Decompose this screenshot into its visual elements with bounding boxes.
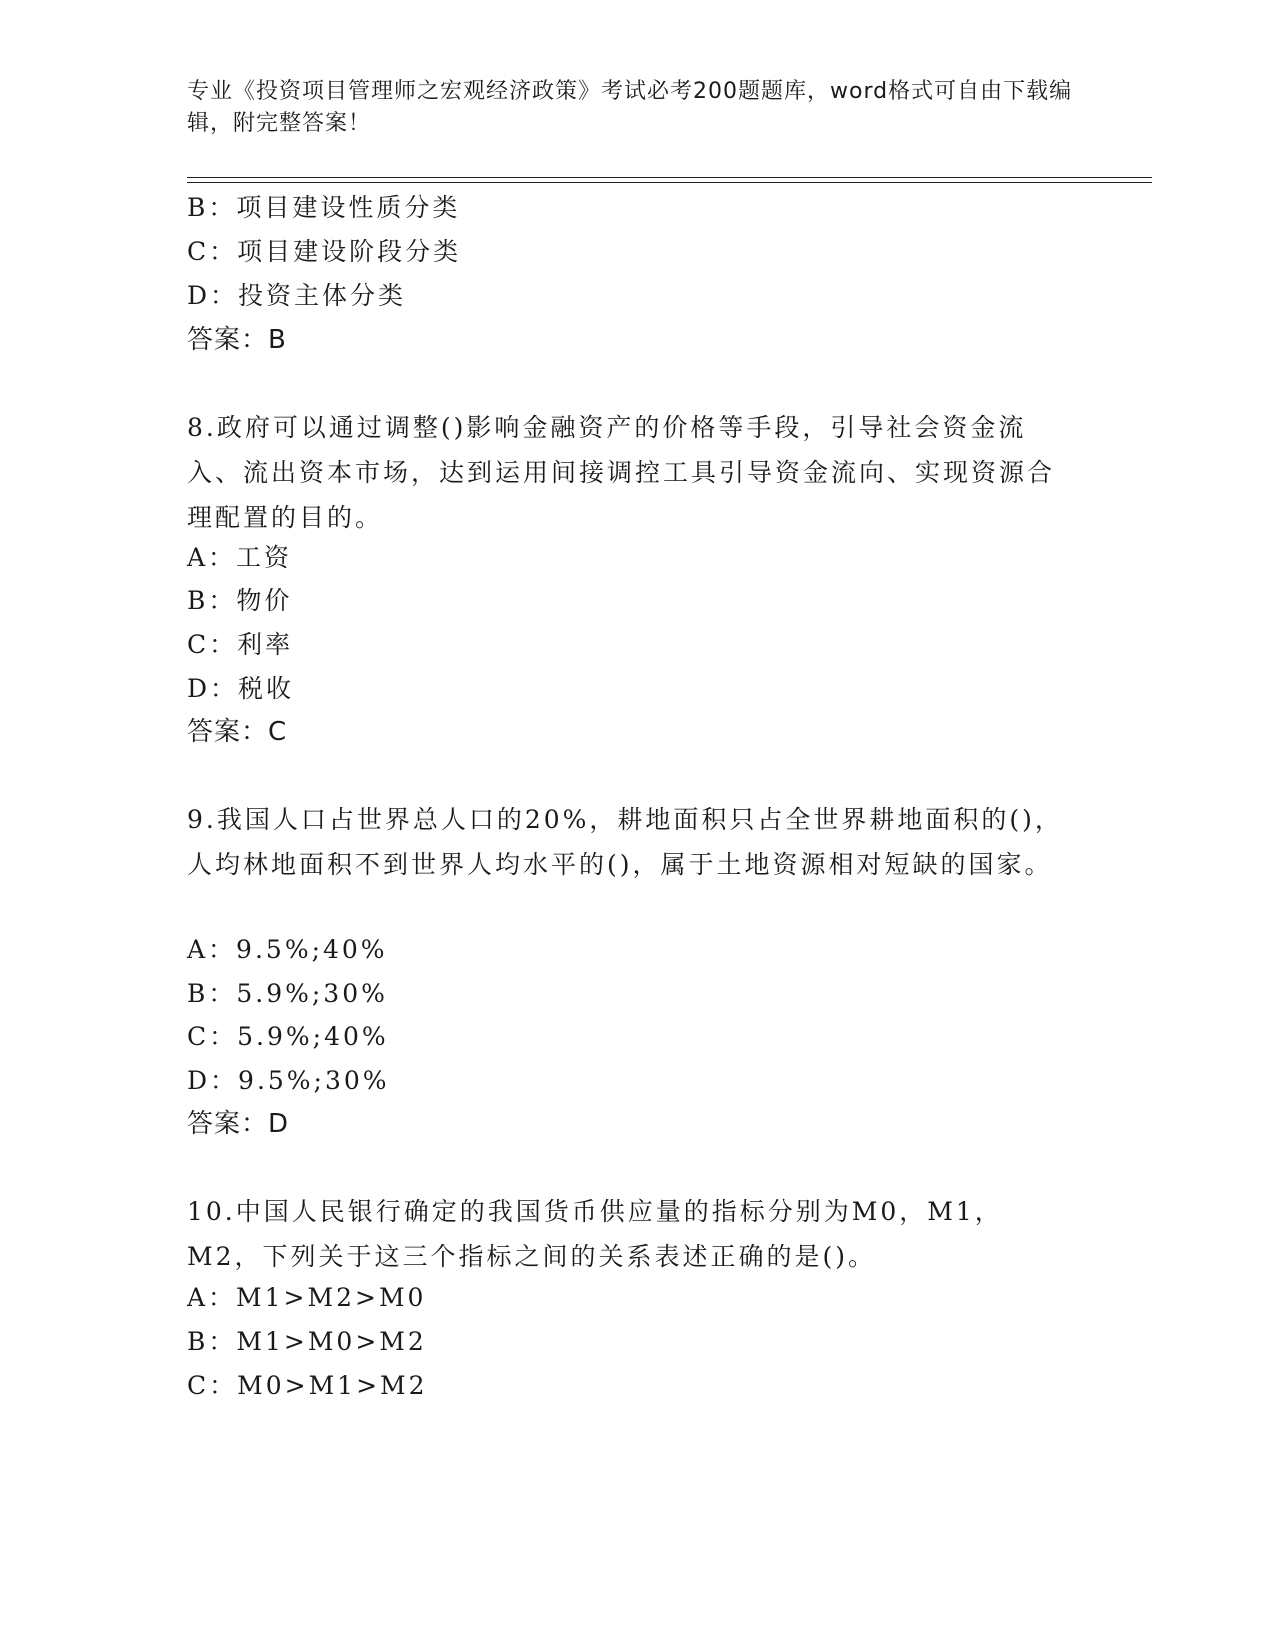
q7-option-d: D：投资主体分类	[187, 281, 407, 310]
header-rule-top	[187, 177, 1152, 178]
q9-answer: 答案：D	[187, 1109, 290, 1139]
q7-answer: 答案：B	[187, 325, 287, 355]
q8-option-b: B：物价	[187, 586, 293, 615]
q9-option-b: B：5.9%;30%	[187, 979, 388, 1008]
q9-option-c: C：5.9%;40%	[187, 1022, 389, 1051]
q10-option-c: C：M0>M1>M2	[187, 1371, 428, 1400]
q9-option-a: A：9.5%;40%	[187, 935, 388, 964]
q9-stem: 9.我国人口占世界总人口的20%，耕地面积只占全世界耕地面积的()，人均林地面积不到世界人均水平的()，属于土地资源相对短缺的国家。	[187, 805, 1063, 879]
q8-option-c: C：利率	[187, 630, 294, 659]
header-rule-bottom	[187, 182, 1152, 183]
q7-option-b: B：项目建设性质分类	[187, 193, 461, 222]
q8-option-a: A：工资	[187, 543, 293, 572]
q10-stem: 10.中国人民银行确定的我国货币供应量的指标分别为M0，M1，M2，下列关于这三个指标之间的关系表述正确的是()。	[187, 1197, 1003, 1271]
q9-option-d: D：9.5%;30%	[187, 1066, 390, 1095]
q10-option-a: A：M1>M2>M0	[187, 1283, 427, 1312]
q10-option-b: B：M1>M0>M2	[187, 1327, 427, 1356]
q7-option-c: C：项目建设阶段分类	[187, 237, 462, 266]
q8-stem: 8.政府可以通过调整()影响金融资产的价格等手段，引导社会资金流入、流出资本市场，达到运用间接调控工具引导资金流向、实现资源合理配置的目的。	[187, 413, 1056, 532]
q8-option-d: D：税收	[187, 674, 295, 703]
page-header-text: 专业《投资项目管理师之宏观经济政策》考试必考200题题库，word格式可自由下载编辑，附完整答案！	[187, 79, 1073, 136]
q8-answer: 答案：C	[187, 717, 288, 747]
